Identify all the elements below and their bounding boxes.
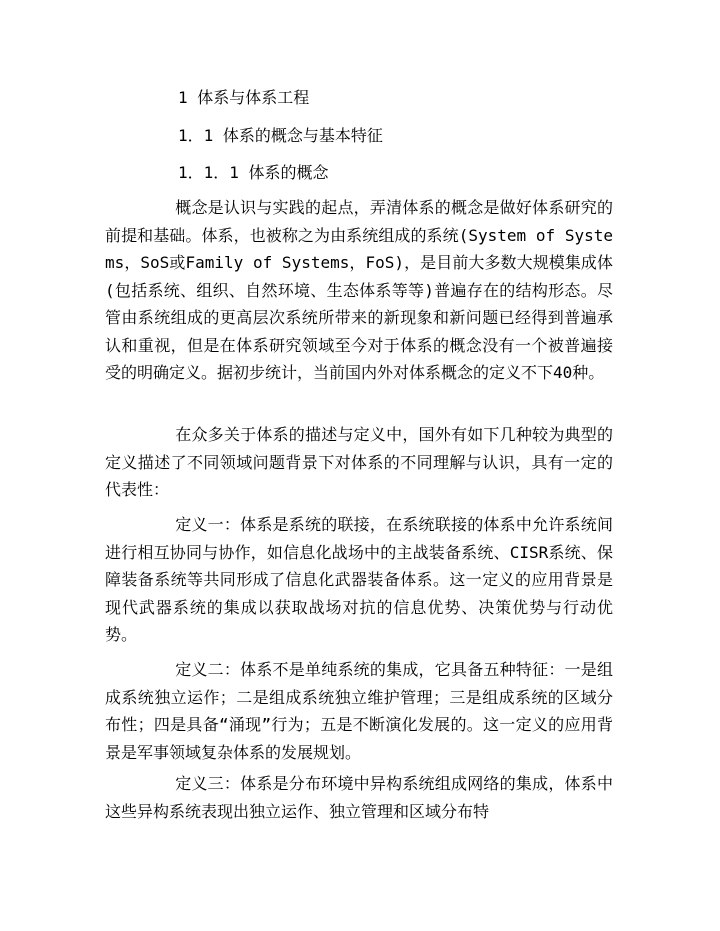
chapter-heading: 1 体系与体系工程 xyxy=(178,88,310,107)
paragraph-definitions-intro xyxy=(105,421,613,504)
paragraph-definition-one xyxy=(105,511,613,649)
paragraph-text: 定义三：体系是分布环境中异构系统组成网络的集成，体系中这些异构系统表现出独立运作、独立管理和区域分布特 xyxy=(105,774,613,821)
section-heading: 1．1 体系的概念与基本特征 xyxy=(178,126,383,145)
paragraph-concept-intro xyxy=(105,194,613,387)
paragraph-definition-two xyxy=(105,656,613,766)
paragraph-text: 概念是认识与实践的起点，弄清体系的概念是做好体系研究的前提和基础。体系，也被称之为由系统组成的系统(System of Systems，SoS或Family of Systems，FoS)，是目前大多数大规模集成体(包括系统、组织、自然环境、生态体系等等)普遍存在的结构形态。尽管由系统组成的更高层次系统所带来的新现象和新问题已经得到普遍承认和重视，但是在体系研究领域至今对于体系的概念没有一个被普遍接受的明确定义。据初步统计，当前国内外对体系概念的定义不下40种。 xyxy=(105,198,613,382)
paragraph-text: 定义二：体系不是单纯系统的集成，它具备五种特征：一是组成系统独立运作；二是组成系统独立维护管理；三是组成系统的区域分布性；四是具备“涌现”行为；五是不断演化发展的。这一定义的应用背景是军事领域复杂体系的发展规划。 xyxy=(105,660,613,762)
paragraph-text: 定义一：体系是系统的联接，在系统联接的体系中允许系统间进行相互协同与协作，如信息化战场中的主战装备系统、CISR系统、保障装备系统等共同形成了信息化武器装备体系。这一定义的应用背景是现代武器系统的集成以获取战场对抗的信息优势、决策优势与行动优势。 xyxy=(105,515,613,644)
subsection-heading: 1．1．1 体系的概念 xyxy=(178,163,329,182)
paragraph-text: 在众多关于体系的描述与定义中，国外有如下几种较为典型的定义描述了不同领域问题背景下对体系的不同理解与认识，具有一定的代表性： xyxy=(105,425,613,499)
paragraph-definition-three xyxy=(105,770,613,825)
